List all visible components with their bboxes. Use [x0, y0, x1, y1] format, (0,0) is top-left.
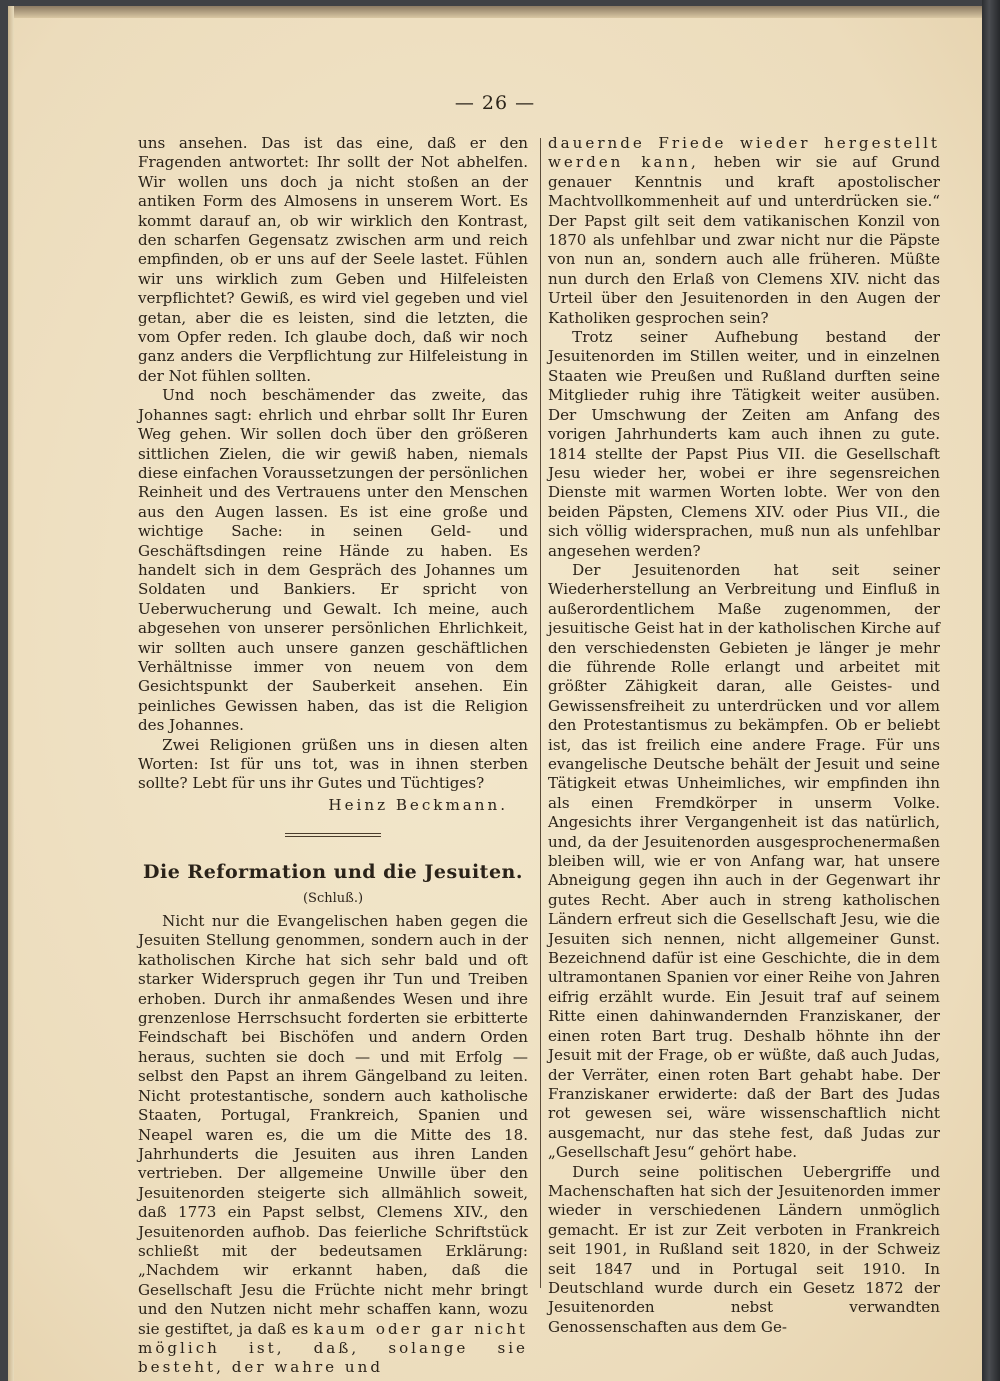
- right-paragraph-3: Der Jesuitenorden hat seit seiner Wiederherstellung an Verbreitung und Einfluß in außerordentlichem Maße zugenommen, der jesuitische Geist hat in der katholischen Kirche auf den verschiedensten Gebieten je länger je mehr die führende Rolle erlangt und arbeitet mit größter Zähigkeit daran, alle Geistes- und Gewissensfreiheit zu unterdrücken und vor allem den Protestantismus zu bekämpfen. Ob er beliebt ist, das ist freilich eine andere Frage. Für uns evangelische Deutsche behält der Jesuit und seine Tätigkeit etwas Unheimliches, wir empfinden ihn als einen Fremdkörper in unserm Volke. Angesichts ihrer Vergangenheit ist das natürlich, und, da der Jesuitenorden ausgesprochenermaßen bleiben will, wie er von Anfang war, hat unsere Abneigung gegen ihn auch in der Gegenwart ihr gutes Recht. Aber auch in streng katholischen Ländern erfreut sich die Gesellschaft Jesu, wie die Jesuiten sich nennen, nicht allgemeiner Gunst. Bezeichnend dafür ist eine Geschichte, die in dem ultramontanen Spanien vor einer Reihe von Jahren eifrig erzählt wurde. Ein Jesuit traf auf seinem Ritte einen dahinwandernden Franziskaner, der einen roten Bart trug. Deshalb höhnte ihn der Jesuit mit der Frage, ob er wüßte, daß auch Judas, der Verräter, einen roten Bart gehabt habe. Der Franziskaner erwiderte: daß der Bart des Judas rot gewesen sei, wäre wissenschaftlich nicht ausgemacht, nur das stehe fest, daß Judas zur „Gesellschaft Jesu“ gehört habe.: [548, 560, 940, 1162]
- page-left-edge: [8, 6, 14, 1381]
- left-paragraph-3: Zwei Religionen grüßen uns in diesen alten Worten: Ist für uns tot, was in ihnen sterben sollte? Lebt für uns ihr Gutes und Tüchtiges?: [138, 735, 528, 793]
- author-signature: Heinz Beckmann.: [328, 795, 508, 814]
- page-number: — 26 —: [454, 92, 536, 114]
- right-column: [548, 134, 940, 1337]
- book-page: [8, 6, 982, 1381]
- left-paragraph-1: uns ansehen. Das ist das eine, daß er den Fragenden antwortet: Ihr sollt der Not abhelfen. Wir wollen uns doch ja nicht stoßen an der antiken Form des Almosens in unserem Wort. Es kommt darauf an, ob wir wirklich den Kontrast, den scharfen Gegensatz zwischen arm und reich empfinden, ob er uns auf der Seele lastet. Fühlen wir uns wirklich zum Geben und Hilfeleisten verpflichtet? Gewiß, es wird viel gegeben und viel getan, aber die es leisten, sind die letzten, die vom Opfer reden. Ich glaube doch, daß wir noch ganz anders die Verpflichtung zur Hilfeleistung in der Not fühlen sollten.: [138, 134, 528, 385]
- right-paragraph-1: [548, 134, 940, 328]
- page-top-shadow: [8, 6, 982, 18]
- column-divider: [540, 138, 541, 1288]
- article-paragraph-1: [138, 912, 528, 1378]
- right-paragraph-4: Durch seine politischen Uebergriffe und Machenschaften hat sich der Jesuitenorden immer wieder in verschiedenen Ländern unmöglich gemacht. Er ist zur Zeit verboten in Frankreich seit 1901, in Rußland seit 1820, in der Schweiz seit 1847 und in Portugal seit 1910. In Deutschland wurde durch ein Gesetz 1872 der Jesuitenorden nebst verwandten Genossenschaften aus dem Ge-: [548, 1162, 940, 1336]
- left-column: [138, 134, 528, 1378]
- right-paragraph-1-text: heben wir sie auf Grund genauer Kenntnis und kraft apostolischer Machtvollkommenheit auf und unterdrücken sie.“ Der Papst gilt seit dem vatikanischen Konzil von 1870 als unfehlbar und zwar nicht nur die Päpste von nun an, sondern auch alle früheren. Müßte nun durch den Erlaß von Clemens XIV. nicht das Urteil über den Jesuitenorden in den Augen der Katholiken gesprochen sein?: [548, 153, 940, 327]
- right-paragraph-2: Trotz seiner Aufhebung bestand der Jesuitenorden im Stillen weiter, und in einzelnen Staaten wie Preußen und Rußland durften seine Mitglieder ruhig ihre Tätigkeit weiter ausüben. Der Umschwung der Zeiten am Anfang des vorigen Jahrhunderts kam auch ihnen zu gute. 1814 stellte der Papst Pius VII. die Gesellschaft Jesu wieder her, wobei er ihre segensreichen Dienste mit warmen Worten lobte. Wer von den beiden Päpsten, Clemens XIV. oder Pius VII., die sich völlig widersprachen, muß nun als unfehlbar angesehen werden?: [548, 328, 940, 560]
- article-title: Die Reformation und die Jesuiten.: [143, 861, 523, 884]
- article-spaced-text: kaum oder gar nicht möglich ist, daß, solange sie besteht, der wahre und: [138, 1319, 528, 1377]
- left-paragraph-2: Und noch beschämender das zweite, das Johannes sagt: ehrlich und ehrbar sollt Ihr Euren Weg gehen. Wir sollen doch über den größeren sittlichen Zielen, die wir gewiß haben, niemals diese einfachen Voraussetzungen der persönlichen Reinheit und des Vertrauens unter den Menschen aus den Augen lassen. Es ist eine große und wichtige Sache: in seinen Geld- und Geschäftsdingen reine Hände zu haben. Es handelt sich in dem Gespräch des Johannes um Soldaten und Bankiers. Er spricht von Ueberwucherung und Gewalt. Ich meine, auch abgesehen von unserer persönlichen Ehrlichkeit, wir sollten auch unsere ganzen geschäftlichen Verhältnisse immer von neuem von dem Gesichtspunkt der Sauberkeit ansehen. Ein peinliches Gewissen haben, das ist die Religion des Johannes.: [138, 386, 528, 735]
- section-divider-rule: [285, 833, 381, 837]
- book-binding-edge: [982, 0, 1000, 1381]
- right-spaced-text: dauernde Friede wieder hergestellt werden kann,: [548, 134, 940, 172]
- article-subtitle: (Schluß.): [302, 890, 364, 906]
- article-paragraph-1-text: Nicht nur die Evangelischen haben gegen die Jesuiten Stellung genommen, sondern auch in der katholischen Kirche hat sich sehr bald und oft starker Widerspruch gegen ihr Tun und Treiben erhoben. Durch ihr anmaßendes Wesen und ihre grenzenlose Herrschsucht forderten sie erbitterte Feindschaft bei Bischöfen und andern Orden heraus, suchten sie doch — und mit Erfolg — selbst den Papst an ihrem Gängelband zu leiten. Nicht protestantische, sondern auch katholische Staaten, Portugal, Frankreich, Spanien und Neapel waren es, die um die Mitte des 18. Jahrhunderts die Jesuiten aus ihren Landen vertrieben. Der allgemeine Unwille über den Jesuitenorden steigerte sich allmählich soweit, daß 1773 ein Papst selbst, Clemens XIV., den Jesuitenorden aufhob. Das feierliche Schriftstück schließt mit der bedeutsamen Erklärung: „Nachdem wir erkannt haben, daß die Gesellschaft Jesu die Früchte nicht mehr bringt und den Nutzen nicht mehr schaffen kann, wozu sie gestiftet, ja daß es: [138, 912, 528, 1338]
